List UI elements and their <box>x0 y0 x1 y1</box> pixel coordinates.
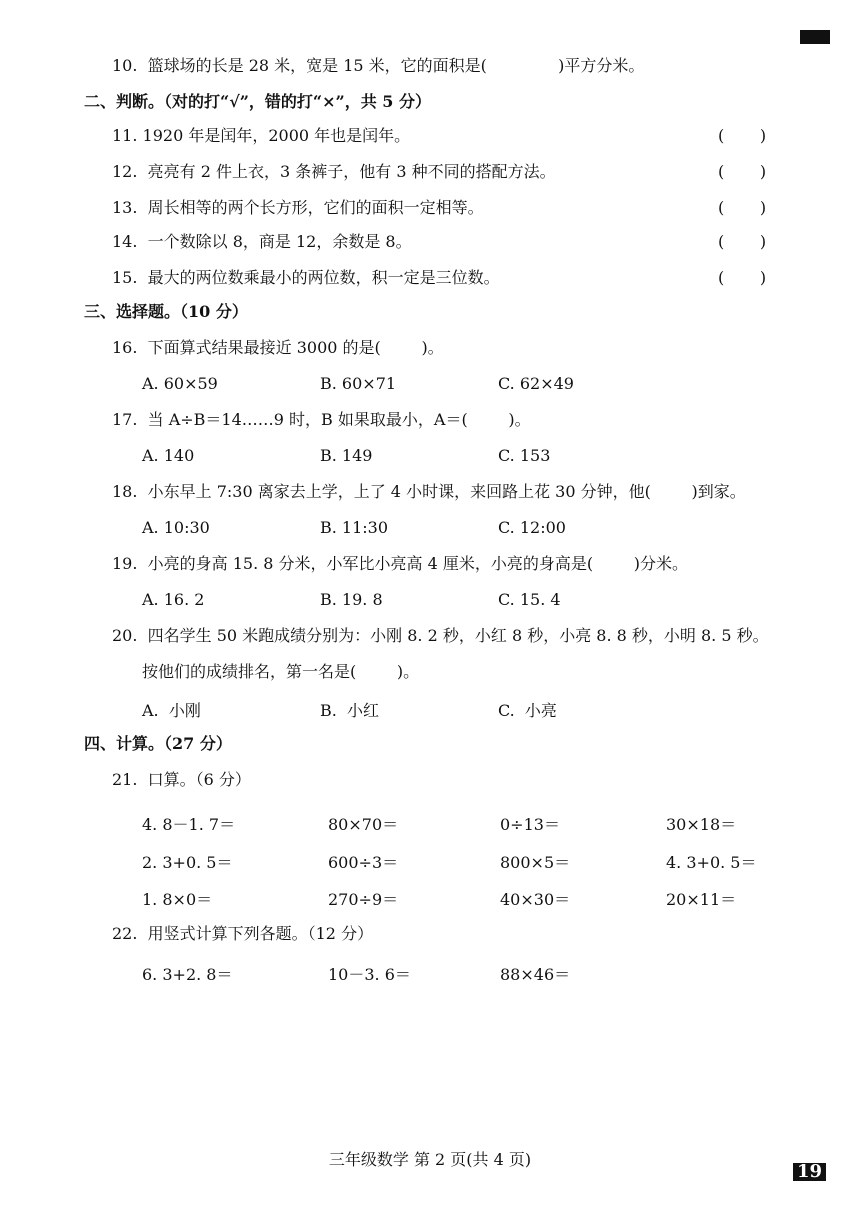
answer-paren-12[interactable]: ( ) <box>718 162 767 181</box>
question-13: 13. 周长相等的两个长方形，它们的面积一定相等。 <box>112 198 484 217</box>
question-19: 19. 小亮的身高 15. 8 分米，小军比小亮高 4 厘米，小亮的身高是( )分米。 <box>112 554 689 573</box>
option-18-b[interactable]: B. 11:30 <box>320 518 389 537</box>
option-19-c[interactable]: C. 15. 4 <box>498 590 561 609</box>
oral-calc-item: 40×30＝ <box>500 890 571 909</box>
question-20: 20. 四名学生 50 米跑成绩分别为：小刚 8. 2 秒，小红 8 秒，小亮 8. 8 秒，小明 8. 5 秒。 <box>112 626 769 645</box>
question-21-title: 21. 口算。（6 分） <box>112 770 251 789</box>
option-19-b[interactable]: B. 19. 8 <box>320 590 383 609</box>
question-18: 18. 小东早上 7:30 离家去上学，上了 4 小时课，来回路上花 30 分钟，他( )到家。 <box>112 482 746 501</box>
option-18-a[interactable]: A. 10:30 <box>142 518 210 537</box>
oral-calc-item: 30×18＝ <box>666 815 737 834</box>
oral-calc-item: 80×70＝ <box>328 815 399 834</box>
question-22-title: 22. 用竖式计算下列各题。（12 分） <box>112 924 374 943</box>
answer-paren-13[interactable]: ( ) <box>718 198 767 217</box>
vertical-calc-item: 10－3. 6＝ <box>328 965 411 984</box>
question-11: 11. 1920 年是闰年，2000 年也是闰年。 <box>112 126 411 145</box>
question-20-continued: 按他们的成绩排名，第一名是( )。 <box>142 662 420 681</box>
option-16-b[interactable]: B. 60×71 <box>320 374 397 393</box>
oral-calc-item: 4. 8－1. 7＝ <box>142 815 236 834</box>
option-17-c[interactable]: C. 153 <box>498 446 551 465</box>
section-2-title: 二、判断。（对的打“√”，错的打“×”，共 5 分） <box>84 92 432 111</box>
oral-calc-item: 2. 3+0. 5＝ <box>142 853 233 872</box>
page-footer: 三年级数学 第 2 页(共 4 页) <box>328 1150 532 1169</box>
oral-calc-item: 0÷13＝ <box>500 815 560 834</box>
option-17-b[interactable]: B. 149 <box>320 446 373 465</box>
oral-calc-item: 4. 3+0. 5＝ <box>666 853 757 872</box>
question-10: 10. 篮球场的长是 28 米，宽是 15 米，它的面积是( )平方分米。 <box>112 56 645 75</box>
option-16-a[interactable]: A. 60×59 <box>142 374 218 393</box>
oral-calc-item: 600÷3＝ <box>328 853 399 872</box>
option-18-c[interactable]: C. 12:00 <box>498 518 566 537</box>
corner-black-mark <box>800 30 830 44</box>
question-16: 16. 下面算式结果最接近 3000 的是( )。 <box>112 338 444 357</box>
page-number-badge: 19 <box>793 1163 826 1181</box>
option-20-a[interactable]: A. 小刚 <box>142 701 201 720</box>
option-16-c[interactable]: C. 62×49 <box>498 374 574 393</box>
question-17: 17. 当 A÷B＝14……9 时，B 如果取最小，A＝( )。 <box>112 410 531 429</box>
section-3-title: 三、选择题。（10 分） <box>84 302 248 321</box>
option-17-a[interactable]: A. 140 <box>142 446 195 465</box>
answer-paren-11[interactable]: ( ) <box>718 126 767 145</box>
question-15: 15. 最大的两位数乘最小的两位数，积一定是三位数。 <box>112 268 500 287</box>
option-20-c[interactable]: C. 小亮 <box>498 701 557 720</box>
answer-paren-14[interactable]: ( ) <box>718 232 767 251</box>
option-20-b[interactable]: B. 小红 <box>320 701 380 720</box>
option-19-a[interactable]: A. 16. 2 <box>142 590 205 609</box>
oral-calc-item: 20×11＝ <box>666 890 737 909</box>
oral-calc-item: 270÷9＝ <box>328 890 399 909</box>
question-14: 14. 一个数除以 8，商是 12，余数是 8。 <box>112 232 412 251</box>
section-4-title: 四、计算。（27 分） <box>84 734 232 753</box>
vertical-calc-item: 88×46＝ <box>500 965 571 984</box>
question-12: 12. 亮亮有 2 件上衣，3 条裤子，他有 3 种不同的搭配方法。 <box>112 162 556 181</box>
answer-paren-15[interactable]: ( ) <box>718 268 767 287</box>
oral-calc-item: 1. 8×0＝ <box>142 890 213 909</box>
vertical-calc-item: 6. 3+2. 8＝ <box>142 965 233 984</box>
oral-calc-item: 800×5＝ <box>500 853 571 872</box>
